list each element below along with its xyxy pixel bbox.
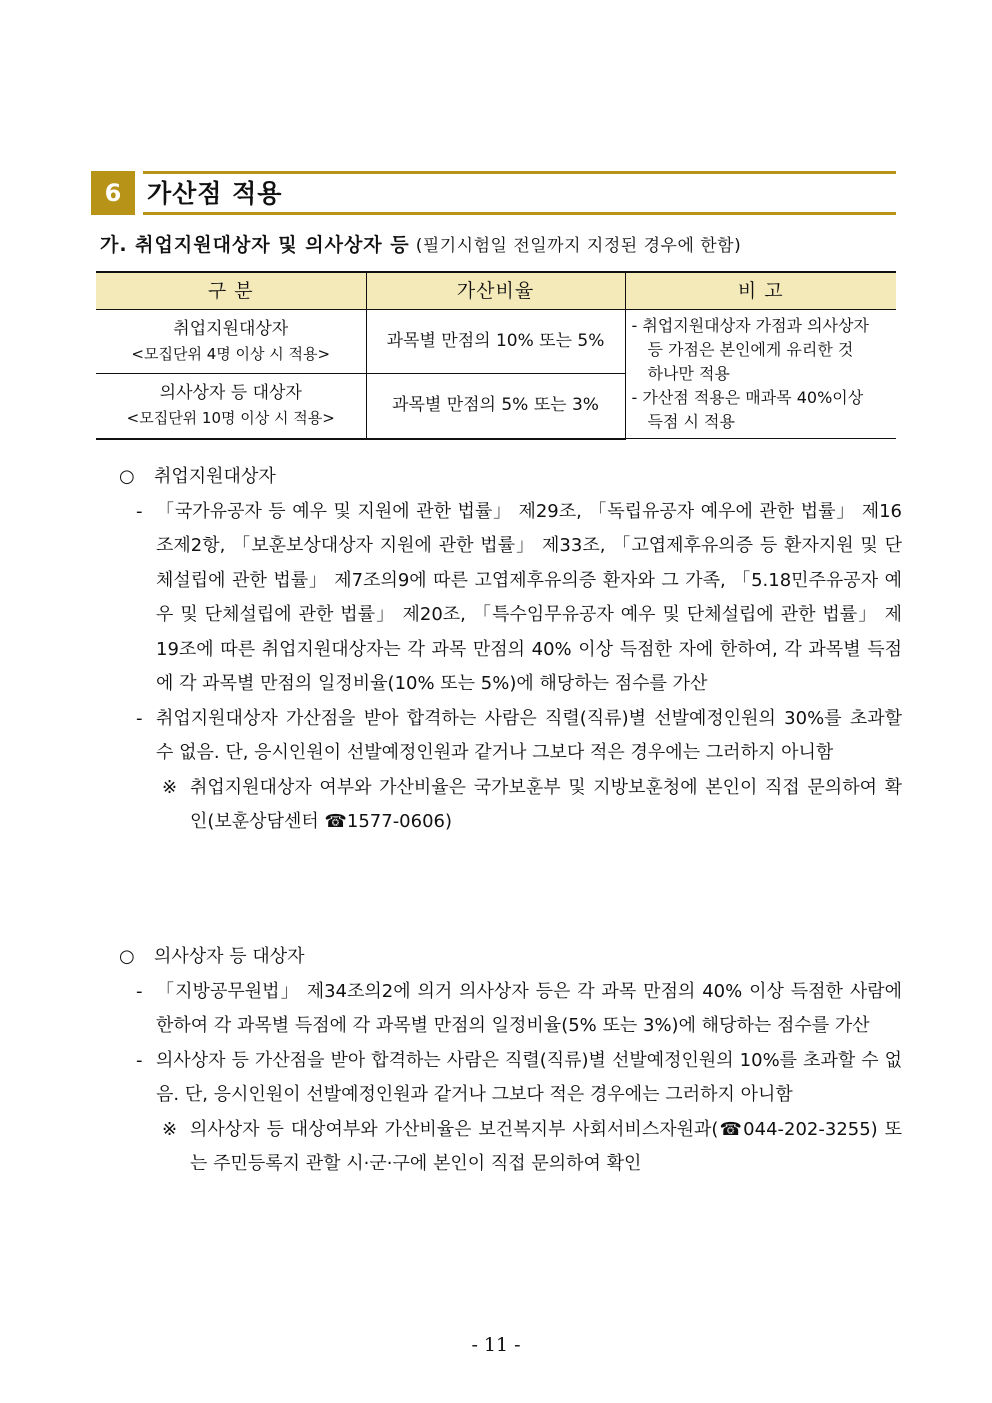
row-target-cell [96, 374, 366, 439]
row-target: 의사상자 등 대상자 [159, 382, 302, 403]
remark-line: 하나만 적용 [647, 364, 730, 383]
employment-support-section [116, 460, 902, 840]
circle-bullet-icon: ○ [119, 946, 135, 967]
dash-mark: - [136, 980, 143, 1002]
dash-item [116, 495, 902, 702]
dash-item-text: 「국가유공자 등 예우 및 지원에 관한 법률」 제29조, 「독립유공자 예우에 관한 법률」 제16조제2항, 「보훈보상대상자 지원에 관한 법률」 제33조, 「고엽제후유의증 등 환자지원 및 단체설립에 관한 법률」 제7조의9에 따른 고엽제후유의증 환자와 그 가족, 「5.18민주유공자 예우 및 단체설립에 관한 법률」 제20조, 「특수임무유공자 예우 및 단체설립에 관한 법률」 제19조에 따른 취업지원대상자는 각 과목 만점의 40% 이상 득점한 자에 한하여, 각 과목별 득점에 각 과목별 만점의 일정비율(10% 또는 5%)에 해당하는 점수를 가산 [156, 500, 902, 694]
row-rate: 과목별 만점의 5% 또는 3% [366, 374, 625, 439]
dash-item-text: 의사상자 등 가산점을 받아 합격하는 사람은 직렬(직류)별 선발예정인원의 10%를 초과할 수 없음. 단, 응시인원이 선발예정인원과 같거나 그보다 적은 경우에는 그러하지 아니함 [156, 1049, 902, 1105]
dash-item [116, 975, 902, 1044]
dash-mark: - [136, 1049, 143, 1071]
table-header-row [96, 272, 896, 310]
dash-item [116, 1044, 902, 1113]
header-remarks: 비 고 [625, 272, 896, 310]
row-condition: <모집단위 10명 이상 시 적용> [126, 408, 335, 427]
remark-line: - 취업지원대상자 가점과 의사상자 [631, 316, 869, 335]
header-category: 구 분 [96, 272, 366, 310]
section-rule-bottom [143, 212, 896, 215]
reference-note [116, 771, 902, 840]
page-number: - 11 - [471, 1334, 521, 1356]
reference-mark-icon: ※ [162, 776, 178, 798]
remarks-cell [625, 310, 896, 439]
table-row [96, 310, 896, 374]
subheading-label: 가. 취업지원대상자 및 의사상자 등 [100, 234, 410, 256]
reference-note-text: 취업지원대상자 여부와 가산비율은 국가보훈부 및 지방보훈청에 본인이 직접 문의하여 확인(보훈상담센터 ☎1577-0606) [190, 776, 902, 832]
reference-mark-icon: ※ [162, 1118, 178, 1140]
section-title: 가산점 적용 [147, 179, 283, 208]
reference-note [116, 1113, 902, 1182]
dash-mark: - [136, 500, 143, 522]
bullet-heading [116, 940, 902, 975]
section-header [91, 171, 896, 215]
row-target: 취업지원대상자 [173, 318, 289, 339]
bullet-heading-text: 취업지원대상자 [154, 466, 276, 487]
injured-persons-section [116, 940, 902, 1182]
bullet-heading [116, 460, 902, 495]
reference-note-text: 의사상자 등 대상여부와 가산비율은 보건복지부 사회서비스자원과(☎044-202-3255) 또는 주민등록지 관할 시·군·구에 본인이 직접 문의하여 확인 [190, 1118, 902, 1174]
row-rate: 과목별 만점의 10% 또는 5% [366, 310, 625, 374]
remark-line: 등 가점은 본인에게 유리한 것 [647, 340, 854, 359]
dash-item-text: 「지방공무원법」 제34조의2에 의거 의사상자 등은 각 과목 만점의 40% 이상 득점한 사람에 한하여 각 과목별 득점에 각 과목별 만점의 일정비율(5% 또는 3%)에 해당하는 점수를 가산 [156, 980, 902, 1036]
dash-mark: - [136, 707, 143, 729]
row-condition: <모집단위 4명 이상 시 적용> [131, 344, 331, 363]
remark-line: 득점 시 적용 [647, 412, 735, 431]
subheading-note: (필기시험일 전일까지 지정된 경우에 한함) [415, 236, 742, 256]
bonus-rate-table [96, 271, 896, 440]
bullet-heading-text: 의사상자 등 대상자 [154, 946, 305, 967]
subheading [100, 230, 741, 257]
row-target-cell [96, 310, 366, 374]
dash-item-text: 취업지원대상자 가산점을 받아 합격하는 사람은 직렬(직류)별 선발예정인원의 30%를 초과할 수 없음. 단, 응시인원이 선발예정인원과 같거나 그보다 적은 경우에는 그러하지 아니함 [156, 707, 902, 763]
section-number: 6 [91, 171, 135, 215]
dash-item [116, 702, 902, 771]
circle-bullet-icon: ○ [119, 466, 135, 487]
remark-line: - 가산점 적용은 매과목 40%이상 [631, 388, 864, 407]
header-rate: 가산비율 [366, 272, 625, 310]
